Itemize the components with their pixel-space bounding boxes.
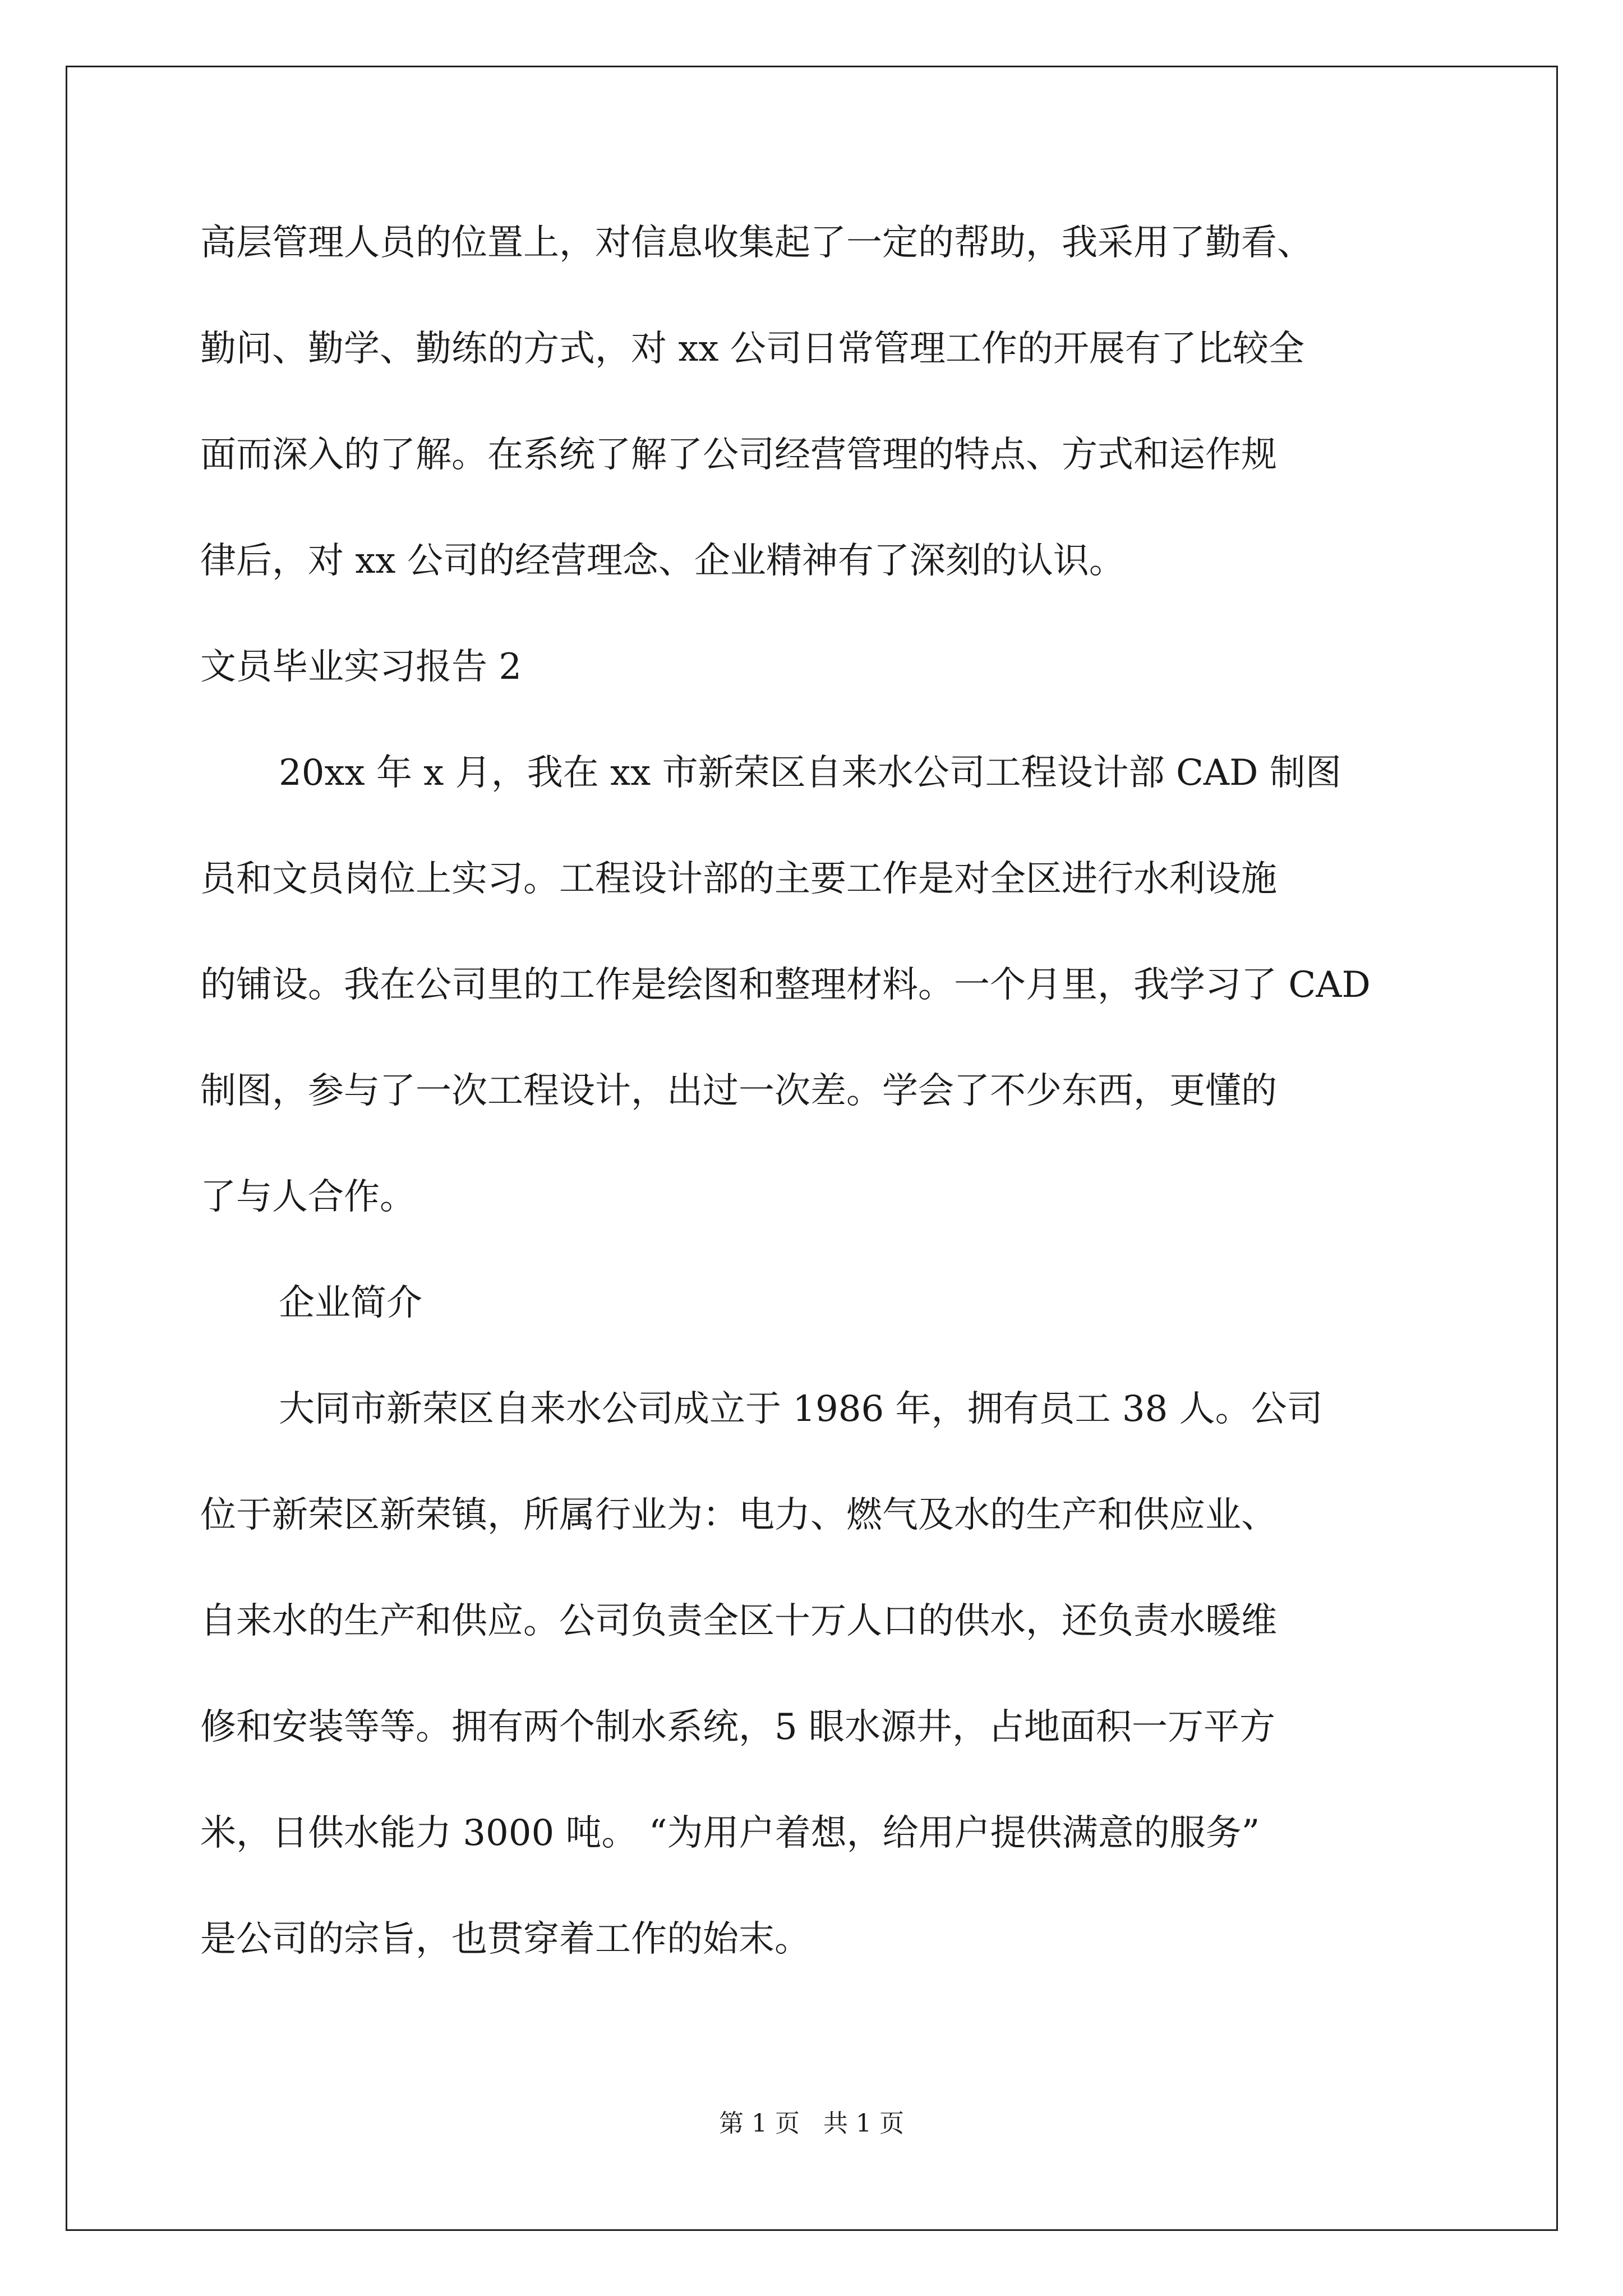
paragraph-2-line-5: 了与人合作。 — [200, 1176, 416, 1218]
page-footer: 第 1 页 共 1 页 — [719, 2109, 904, 2138]
paragraph-2-line-3: 的铺设。我在公司里的工作是绘图和整理材料。一个月里，我学习了 CAD — [200, 964, 1371, 1006]
paragraph-1-line-3: 面而深入的了解。在系统了解了公司经营管理的特点、方式和运作规 — [200, 434, 1277, 476]
paragraph-3-line-4: 修和安装等等。拥有两个制水系统，5 眼水源井，占地面积一万平方 — [200, 1706, 1276, 1748]
subheading: 企业简介 — [279, 1282, 422, 1324]
paragraph-3-line-6: 是公司的宗旨，也贯穿着工作的始末。 — [200, 1918, 810, 1960]
section-title: 文员毕业实习报告 2 — [200, 646, 522, 688]
paragraph-3-line-5: 米，日供水能力 3000 吨。 “为用户着想，给用户提供满意的服务” — [200, 1812, 1260, 1854]
paragraph-2-line-4: 制图，参与了一次工程设计，出过一次差。学会了不少东西，更懂的 — [200, 1070, 1277, 1112]
paragraph-3-line-2: 位于新荣区新荣镇，所属行业为：电力、燃气及水的生产和供应业、 — [200, 1494, 1277, 1536]
page-border — [66, 66, 1558, 2231]
paragraph-1-line-1: 高层管理人员的位置上，对信息收集起了一定的帮助，我采用了勤看、 — [200, 222, 1313, 264]
paragraph-1-line-2: 勤问、勤学、勤练的方式，对 xx 公司日常管理工作的开展有了比较全 — [200, 328, 1304, 370]
paragraph-3-line-3: 自来水的生产和供应。公司负责全区十万人口的供水，还负责水暖维 — [200, 1600, 1277, 1642]
paragraph-1-line-4: 律后，对 xx 公司的经营理念、企业精神有了深刻的认识。 — [200, 540, 1125, 582]
paragraph-3-line-1: 大同市新荣区自来水公司成立于 1986 年，拥有员工 38 人。公司 — [279, 1388, 1323, 1430]
paragraph-2-line-2: 员和文员岗位上实习。工程设计部的主要工作是对全区进行水利设施 — [200, 858, 1277, 900]
paragraph-2-line-1: 20xx 年 x 月，我在 xx 市新荣区自来水公司工程设计部 CAD 制图 — [279, 752, 1341, 794]
